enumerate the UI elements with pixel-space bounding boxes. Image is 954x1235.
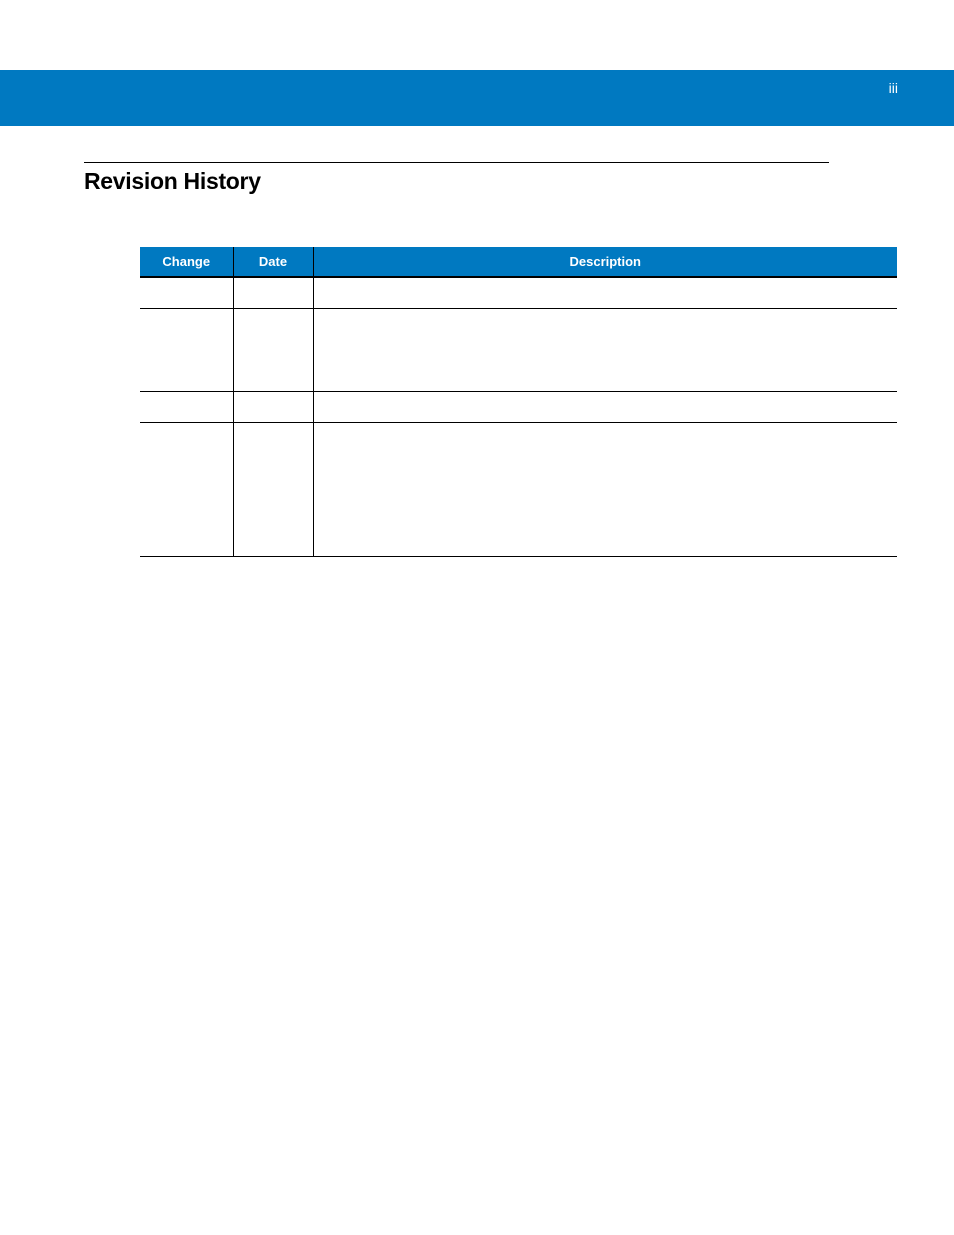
date-cell: [233, 309, 313, 392]
column-header-description: Description: [313, 247, 897, 277]
description-cell: [313, 392, 897, 423]
date-cell: [233, 277, 313, 309]
table-row: [140, 309, 897, 392]
table-header-row: [140, 247, 897, 277]
column-header-change: Change: [140, 247, 233, 277]
column-header-date: Date: [233, 247, 313, 277]
table-row: [140, 277, 897, 309]
revision-history-table: [140, 247, 897, 557]
change-cell: [140, 309, 233, 392]
page-number: iii: [888, 80, 898, 96]
table-row: [140, 423, 897, 557]
title-rule: [84, 162, 829, 163]
header-band: [0, 70, 954, 126]
description-cell: [313, 277, 897, 309]
table-row: [140, 392, 897, 423]
change-cell: [140, 423, 233, 557]
description-cell: [313, 423, 897, 557]
change-cell: [140, 277, 233, 309]
description-cell: [313, 309, 897, 392]
page-title: Revision History: [84, 168, 261, 194]
date-cell: [233, 423, 313, 557]
change-cell: [140, 392, 233, 423]
date-cell: [233, 392, 313, 423]
